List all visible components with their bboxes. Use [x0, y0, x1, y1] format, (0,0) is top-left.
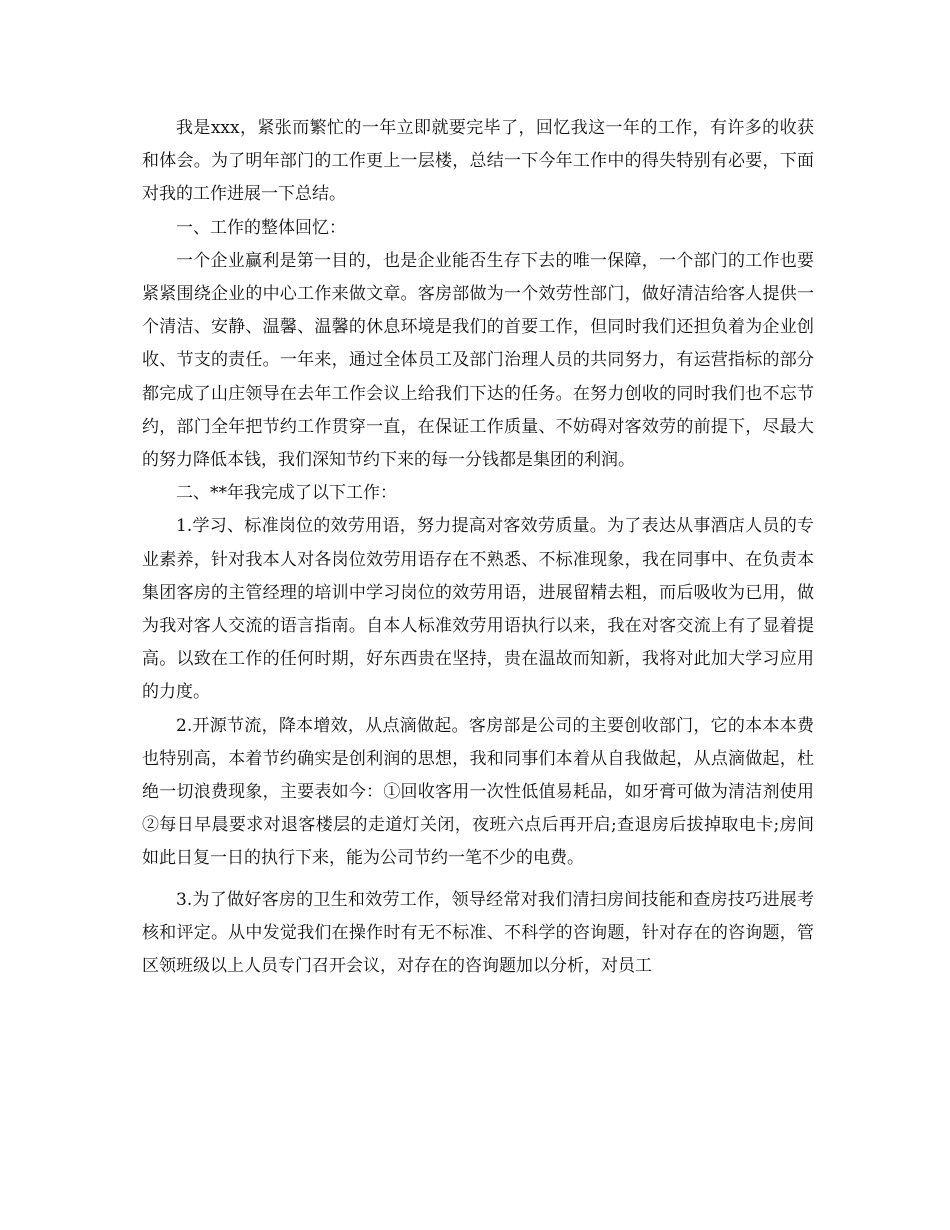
section-heading-review: 一、工作的整体回忆： [176, 217, 346, 238]
section-heading-tasks: 二、**年我完成了以下工作： [176, 483, 397, 504]
document-body [142, 112, 814, 983]
review-paragraph: 一个企业赢利是第一目的，也是企业能否生存下去的唯一保障，一个部门的工作也要紧紧围绕企业的中心工作来做文章。客房部做为一个效劳性部门，做好清洁给客人提供一个清洁、安静、温馨、温馨的休息环境是我们的首要工作，但同时我们还担负着为企业创收、节支的责任。一年来，通过全体员工及部门治理人员的共同努力，有运营指标的部分都完成了山庄领导在去年工作会议上给我们下达的任务。在努力创收的同时我们也不忘节约，部门全年把节约工作贯穿一直，在保证工作质量、不妨碍对客效劳的前提下，尽最大的努力降低本钱，我们深知节约下来的每一分钱都是集团的利润。 [142, 250, 814, 471]
task-item-1: 1.学习、标准岗位的效劳用语，努力提高对客效劳质量。为了表达从事酒店人员的专业素养，针对我本人对各岗位效劳用语存在不熟悉、不标准现象，我在同事中、在负责本集团客房的主管经理的培训中学习岗位的效劳用语，进展留精去粗，而后吸收为已用，做为我对客人交流的语言指南。自本人标准效劳用语执行以来，我在对客交流上有了显着提高。以致在工作的任何时期，好东西贵在坚持，贵在温故而知新，我将对此加大学习应用的力度。 [142, 516, 814, 703]
task-item-2: 2.开源节流，降本增效，从点滴做起。客房部是公司的主要创收部门，它的本本本费也特别高，本着节约确实是创利润的思想，我和同事们本着从自我做起，从点滴做起，杜绝一切浪费现象，主要表如今：①回收客用一次性低值易耗品，如牙膏可做为清洁剂使用②每日早晨要求对退客楼层的走道灯关闭，夜班六点后再开启;查退房后拔掉取电卡;房间如此日复一日的执行下来，能为公司节约一笔不少的电费。 [142, 715, 814, 869]
intro-paragraph: 我是xxx，紧张而繁忙的一年立即就要完毕了，回忆我这一年的工作，有许多的收获和体会。为了明年部门的工作更上一层楼，总结一下今年工作中的得失特别有必要，下面对我的工作进展一下总结。 [142, 118, 814, 205]
task-item-3: 3.为了做好客房的卫生和效劳工作，领导经常对我们清扫房间技能和查房技巧进展考核和评定。从中发觉我们在操作时有无不标准、不科学的咨询题，针对存在的咨询题，管区领班级以上人员专门召开会议，对存在的咨询题加以分析，对员工 [142, 889, 814, 977]
